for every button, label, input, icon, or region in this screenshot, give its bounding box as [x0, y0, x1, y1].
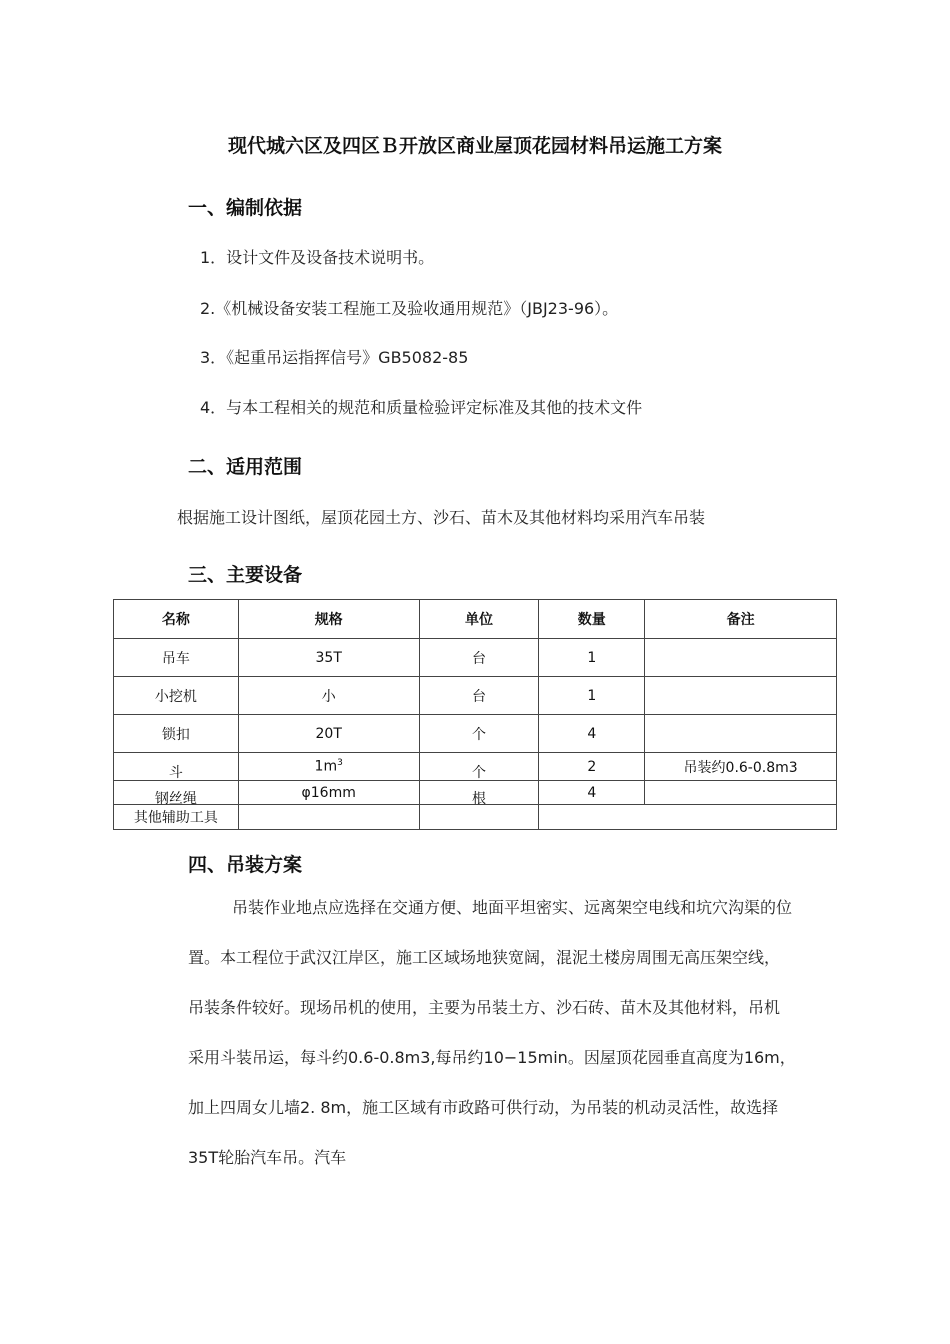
table-row	[114, 639, 837, 677]
plan-line: 加上四周女儿墙2. 8m，施工区域有市政路可供行动，为吊装的机动灵活性，故选择	[188, 1098, 779, 1117]
table-cell	[419, 753, 539, 781]
table-cell: 20T	[238, 715, 419, 753]
cell-text: 1m	[314, 758, 338, 775]
plan-line: 35T轮胎汽车吊。汽车	[188, 1148, 347, 1167]
table-cell: 35T	[238, 639, 419, 677]
table-cell: 1	[539, 677, 645, 715]
table-cell: 个	[419, 715, 539, 753]
cell-text: 钢丝绳	[154, 790, 197, 807]
table-cell: φ16mm	[238, 781, 419, 805]
section-heading-scope: 二、适用范围	[188, 456, 303, 478]
cell-text: 斗	[168, 764, 183, 781]
cell-text: 个	[471, 764, 486, 781]
table-cell: 2	[539, 753, 645, 781]
column-header: 规格	[238, 600, 419, 639]
cell-text: 根	[471, 790, 486, 807]
table-cell	[114, 781, 239, 805]
list-item: 4．与本工程相关的规范和质量检验评定标准及其他的技术文件	[200, 398, 643, 417]
table-cell: 吊车	[114, 639, 239, 677]
list-item: 1．设计文件及设备技术说明书。	[200, 248, 435, 267]
table-cell	[419, 805, 539, 830]
column-header: 备注	[645, 600, 837, 639]
table-cell: 锁扣	[114, 715, 239, 753]
table-row	[114, 781, 837, 805]
table-cell	[645, 781, 837, 805]
table-row	[114, 715, 837, 753]
scope-paragraph: 根据施工设计图纸，屋顶花园土方、沙石、苗木及其他材料均采用汽车吊装	[177, 508, 706, 527]
table-cell: 吊装约0.6-0.8m3	[645, 753, 837, 781]
table-cell	[645, 639, 837, 677]
table-row	[114, 753, 837, 781]
section-heading-equipment: 三、主要设备	[188, 564, 303, 586]
list-item: 3．《起重吊运指挥信号》GB5082-85	[200, 348, 469, 367]
table-cell	[238, 805, 419, 830]
document-title: 现代城六区及四区Ｂ开放区商业屋顶花园材料吊运施工方案	[227, 135, 722, 157]
table-cell: 其他辅助工具	[114, 805, 239, 830]
table-cell: 1	[539, 639, 645, 677]
table-cell	[645, 677, 837, 715]
section-heading-plan: 四、吊装方案	[188, 854, 303, 876]
equipment-table	[113, 599, 837, 830]
list-item: 2.《机械设备安装工程施工及验收通用规范》（JBJ23-96）。	[200, 299, 619, 318]
column-header: 单位	[419, 600, 539, 639]
plan-line: 采用斗装吊运，每斗约0.6-0.8m3,每吊约10−15min。因屋顶花园垂直高度为16m，	[188, 1048, 796, 1067]
section-heading-basis: 一、编制依据	[188, 197, 303, 219]
table-cell	[539, 805, 837, 830]
table-row	[114, 677, 837, 715]
column-header: 名称	[114, 600, 239, 639]
table-cell	[419, 781, 539, 805]
table-cell: 小	[238, 677, 419, 715]
table-cell	[238, 753, 419, 781]
table-row	[114, 805, 837, 830]
table-cell: 台	[419, 677, 539, 715]
table-cell	[114, 753, 239, 781]
plan-line: 吊装作业地点应选择在交通方便、地面平坦密实、远离架空电线和坑穴沟渠的位	[232, 898, 793, 917]
table-cell: 4	[539, 715, 645, 753]
table-cell: 台	[419, 639, 539, 677]
column-header: 数量	[539, 600, 645, 639]
table-cell	[645, 715, 837, 753]
superscript-3: 3	[337, 758, 343, 769]
plan-line: 置。本工程位于武汉江岸区，施工区域场地狭宽阔，混泥土楼房周围无高压架空线，	[188, 948, 781, 967]
table-cell: 小挖机	[114, 677, 239, 715]
table-cell: 4	[539, 781, 645, 805]
plan-line: 吊装条件较好。现场吊机的使用，主要为吊装土方、沙石砖、苗木及其他材料，吊机	[188, 998, 781, 1017]
table-header-row	[114, 600, 837, 639]
